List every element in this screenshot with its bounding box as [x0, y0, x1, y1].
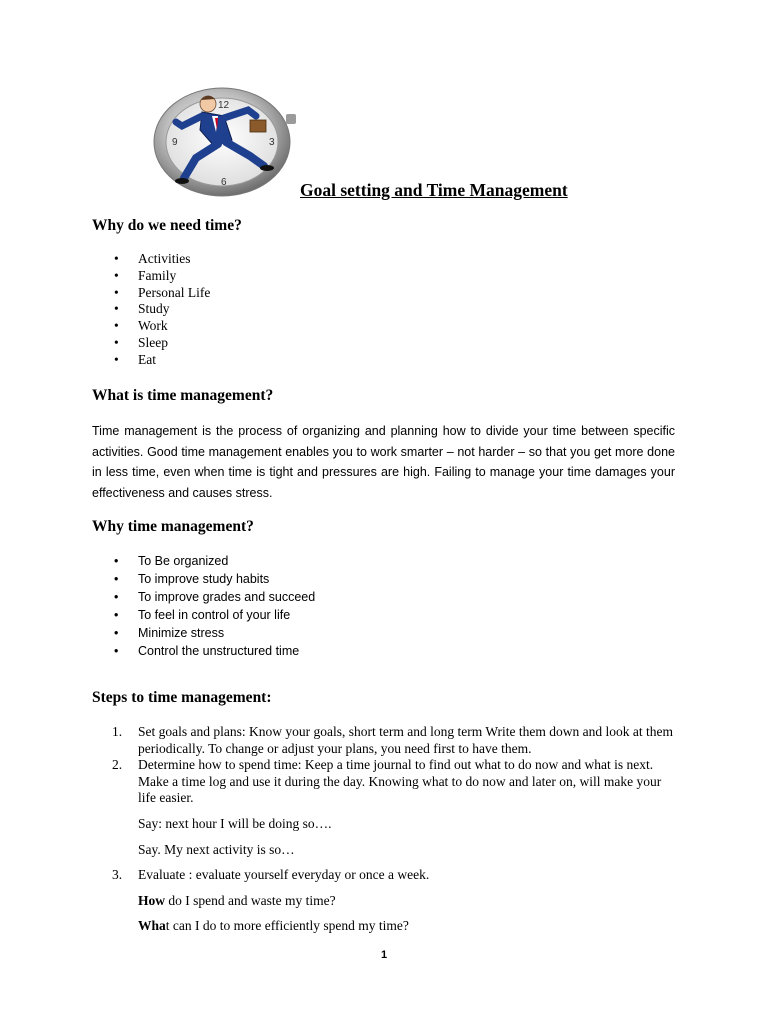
bold-how: How [138, 892, 165, 908]
list-item: • Study [92, 301, 210, 318]
step-item [92, 757, 675, 807]
why-time-management-list [92, 553, 315, 660]
page-number: 1 [380, 949, 388, 961]
step-number: 1. [112, 724, 123, 739]
step-text: Set goals and plans: Know your goals, short term and long term Write them down and look at them periodically. To change or adjust your plans, you need first to have them. [138, 724, 673, 756]
list-item: • Sleep [92, 335, 210, 352]
bold-what: Wha [138, 918, 166, 934]
step-text: Evaluate : evaluate yourself everyday or once a week. [138, 867, 430, 883]
step-number: 3. [112, 867, 123, 883]
list-item: • To improve grades and succeed [92, 589, 315, 607]
evaluate-question-how [92, 893, 675, 910]
step-item [92, 867, 675, 884]
definition-paragraph: Time management is the process of organizing and planning how to divide your time between specific activities. Good time management enables you to work smarter – not harder – so that you get more done in less time, even when time is tight and pressures are high. Failing to manage your time damages your effectiveness and causes stress. [92, 424, 675, 500]
step-text: Determine how to spend time: Keep a time journal to find out what to do now and what is next. Make a time log and use it during the day. Knowing what to do now and later on, will make your life easier. [138, 757, 662, 806]
list-item: • Family [92, 268, 210, 285]
list-item: • To feel in control of your life [92, 607, 315, 625]
list-item: • Eat [92, 352, 210, 369]
list-item: • To Be organized [92, 553, 315, 571]
say-example-2: Say. My next activity is so… [138, 841, 295, 857]
why-need-time-list [92, 251, 210, 369]
question-text: t can I do to more efficiently spend my time? [165, 918, 409, 934]
clock-number-9: 9 [172, 137, 178, 148]
clock-number-12: 12 [218, 100, 230, 111]
steps-list [92, 724, 675, 935]
clock-number-6: 6 [221, 177, 227, 188]
list-item: • Personal Life [92, 285, 210, 302]
list-item: • Work [92, 318, 210, 335]
evaluate-question-what [92, 918, 675, 935]
running-clock-illustration [152, 86, 298, 198]
document-title: Goal setting and Time Management [300, 180, 568, 200]
clock-number-3: 3 [269, 137, 275, 148]
list-item: • Activities [92, 251, 210, 268]
step-item [92, 724, 675, 757]
list-item: • Control the unstructured time [92, 643, 315, 661]
question-text: do I spend and waste my time? [165, 892, 336, 908]
heading-why-time-management: Why time management? [92, 518, 254, 535]
heading-what-is-time-management: What is time management? [92, 387, 274, 404]
step-number: 2. [112, 757, 123, 773]
say-example-1: Say: next hour I will be doing so…. [138, 815, 332, 831]
list-item: • To improve study habits [92, 571, 315, 589]
heading-why-need-time: Why do we need time? [92, 217, 242, 234]
list-item: • Minimize stress [92, 625, 315, 643]
heading-steps-to-time-management: Steps to time management: [92, 689, 272, 706]
